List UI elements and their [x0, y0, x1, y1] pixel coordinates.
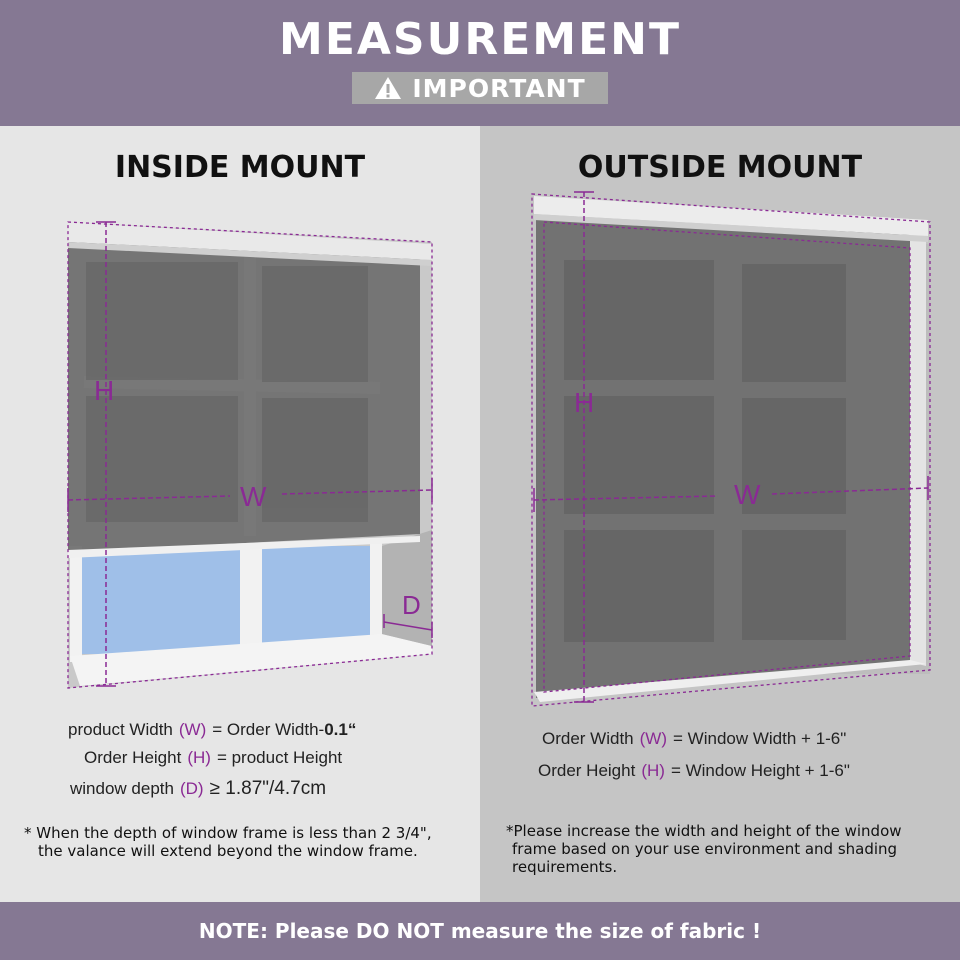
spec-equation: = Window Width +: [673, 729, 816, 748]
spec-value: 0.1“: [324, 720, 357, 739]
inside-mount-title: INSIDE MOUNT: [114, 150, 366, 185]
spec-equation: = product Height: [216, 748, 343, 767]
spec-label: product Width: [68, 720, 173, 739]
height-label: H: [94, 375, 115, 406]
spec-label: window depth: [70, 779, 174, 798]
spec-label: Order Width: [542, 729, 634, 748]
window-frame-left: [70, 546, 82, 662]
outside-mount-title: OUTSIDE MOUNT: [577, 150, 863, 185]
spec-order-width: [542, 729, 846, 749]
spec-symbol: (H): [187, 748, 211, 767]
height-label: H: [574, 387, 595, 418]
header-banner: [0, 0, 960, 126]
spec-symbol: (D): [179, 779, 204, 798]
important-label: IMPORTANT: [412, 73, 586, 103]
spec-label: Order Height: [84, 748, 182, 767]
outside-mount-diagram: [480, 126, 960, 902]
spec-equation: ≥ 1.87"/4.7cm: [209, 778, 327, 799]
important-badge: [352, 72, 608, 104]
width-label: W: [240, 481, 267, 512]
window-mullion: [240, 546, 262, 656]
window-glass-right: [262, 546, 370, 646]
spec-value: 1-6": [815, 729, 847, 748]
spec-value: 1-6": [819, 761, 850, 780]
width-label: W: [734, 479, 761, 510]
page-title: MEASUREMENT: [279, 14, 681, 65]
spec-order-height: [84, 748, 342, 768]
spec-symbol: (W): [178, 720, 207, 739]
inside-mount-panel: [0, 126, 480, 902]
spec-symbol: (W): [639, 729, 668, 748]
spec-symbol: (H): [641, 761, 665, 780]
spec-window-depth: [70, 778, 326, 800]
spec-product-width: [68, 720, 356, 740]
footer-note-banner: [0, 902, 960, 960]
spec-equation: = Order Width-: [212, 720, 325, 739]
warning-icon: [374, 76, 402, 100]
outside-mount-panel: [480, 126, 960, 902]
outside-mount-footnote: *Please increase the width and height of the window frame based on your use environment and shading requirements.: [506, 822, 902, 876]
spec-label: Order Height: [538, 761, 636, 780]
footer-note: NOTE: Please DO NOT measure the size of fabric !: [198, 919, 762, 943]
spec-equation: = Window Height +: [670, 761, 820, 780]
spec-order-height: [538, 761, 850, 781]
depth-label: D: [402, 590, 421, 620]
window-grid-shadow: [564, 260, 846, 642]
inside-mount-footnote: * When the depth of window frame is less than 2 3/4", the valance will extend beyond the window frame.: [24, 824, 432, 860]
